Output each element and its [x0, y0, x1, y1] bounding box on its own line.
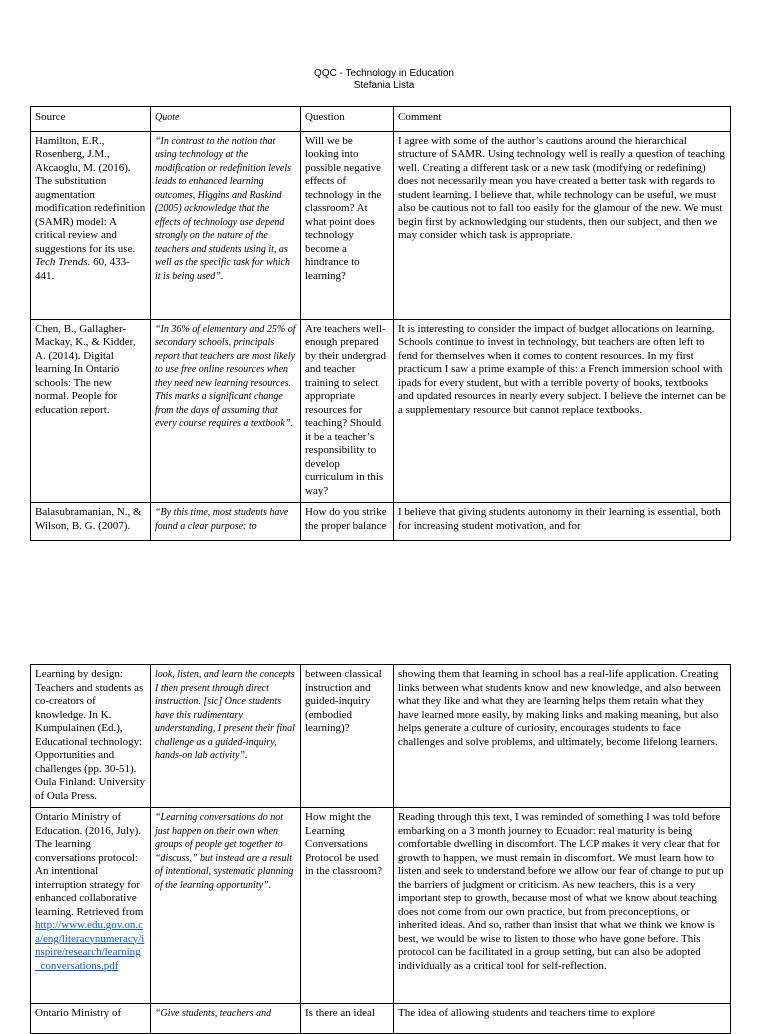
comment-cell: It is interesting to consider the impact of budget allocations on learning. Schools continue to invest in technology, but teachers are often left to fend for themselves when it comes to content resources. In my first practicum I saw a prime example of this: a French immersion school with ipads for every student, but with a terrible poverty of books, textbooks and updated resources in nearly every subject. I believe the internet can be a supplementary resource but cannot replace textbooks. — [394, 319, 731, 503]
quote-cell: “Give students, teachers and — [151, 1004, 301, 1034]
document-title: QQC - Technology in Education — [314, 68, 454, 79]
question-cell: Are teachers well-enough prepared by their undergrad and teacher training to select appropriate resources for teaching? Should it be a teacher’s responsibility to develop curriculum in this way? — [301, 319, 394, 503]
qqc-table-page-1 — [30, 106, 731, 541]
source-cell: Learning by design: Teachers and students as co-creators of knowledge. In K. Kumpulainen (Ed.), Educational technology: Opportunities and challenges (pp. 30-51). Oula Finland: University of Oula Press. — [31, 665, 151, 808]
document-header — [0, 68, 768, 92]
table-row — [31, 131, 731, 319]
quote-cell: “In 36% of elementary and 25% of secondary schools, principals report that teachers are most likely to use free online resources when they need new learning resources. This marks a significant change from the days of assuming that every course requires a textbook”. — [151, 319, 301, 503]
table-row — [31, 503, 731, 541]
quote-cell: look, listen, and learn the concepts I then present through direct instruction. [sic] Once students have this rudimentary understanding, I present their final challenge as a guided-inquiry, hands-on lab activity”. — [151, 665, 301, 808]
header-quote: Quote — [151, 107, 301, 132]
question-cell: between classical instruction and guided-inquiry (embodied learning)? — [301, 665, 394, 808]
comment-cell: The idea of allowing students and teachers time to explore — [394, 1004, 731, 1034]
qqc-table-page-2 — [30, 664, 731, 1034]
source-journal: Tech Trends. — [35, 256, 91, 268]
quote-cell: “By this time, most students have found a clear purpose: to — [151, 503, 301, 541]
question-cell: Is there an ideal — [301, 1004, 394, 1034]
quote-cell: “Learning conversations do not just happen on their own when groups of people get together to “discuss,” but instead are a result of intentional, systematic planning of the learning opportunity”. — [151, 808, 301, 1004]
source-cell — [31, 808, 151, 1004]
table-header-row — [31, 107, 731, 132]
comment-cell: I believe that giving students autonomy in their learning is essential, both for increasing student motivation, and for — [394, 503, 731, 541]
header-source: Source — [31, 107, 151, 132]
source-cell: Chen, B., Gallagher-Mackay, K., & Kidder, A. (2014). Digital learning In Ontario schools: The new normal. People for education report. — [31, 319, 151, 503]
source-cell: Balasubramanian, N., & Wilson, B. G. (2007). — [31, 503, 151, 541]
table-row — [31, 1004, 731, 1034]
source-cell: Ontario Ministry of — [31, 1004, 151, 1034]
comment-cell: Reading through this text, I was reminded of something I was told before embarking on a 3 month journey to Ecuador: real maturity is being comfortable dwelling in discomfort. The LCP makes it very clear that for growth to happen, we must remain in discomfort. We must learn how to listen and seek to understand before we allow our fear of change to put up the barriers of judgment or criticism. As new teachers, this is a very important step to growth, because most of what we know about teaching does not come from our own practice, but from preconceptions, or inherited ideas. And so, rather than insist that what we think we know is best, we would be wise to listen to those who have gone before. This protocol can be facilitated in a group setting, but can also be adopted individually as a critical tool for self-reflection. — [394, 808, 731, 1004]
source-link[interactable]: http://www.edu.gov.on.ca/eng/literacynumeracy/inspire/research/learning_conversations.pdf — [35, 919, 145, 972]
question-cell: Will we be looking into possible negative effects of technology in the classroom? At what point does technology become a hindrance to learning? — [301, 131, 394, 319]
question-cell: How might the Learning Conversations Protocol be used in the classroom? — [301, 808, 394, 1004]
question-cell: How do you strike the proper balance — [301, 503, 394, 541]
source-text-tail: 60, 433-441. — [35, 256, 130, 282]
source-text: Ontario Ministry of Education. (2016, July). The learning conversations protocol: An intentional interruption strategy for enhanced collaborative learning. Retrieved from — [35, 811, 144, 918]
source-cell — [31, 131, 151, 319]
header-question: Question — [301, 107, 394, 132]
document-author: Stefania Lista — [353, 80, 415, 91]
comment-cell: I agree with some of the author’s cautions around the hierarchical structure of SAMR. Using technology well is really a question of teaching well. Creating a different task or a new task (modifying or redefining) does not necessarily mean you have created a better task with regards to student learning. I believe that, while technology can be useful, we must also be cautious not to fall too easily for the glamour of the new. We must begin first by acknowledging our students, then our subject, and then we may consider which task is appropriate. — [394, 131, 731, 319]
comment-cell: showing them that learning in school has a real-life application. Creating links between what students know and new knowledge, and also between what they like and what they are learning helps them retain what they have learned more easily, by making links and making meaning, but also helps generate a culture of curiosity, encourages students to face challenges and solve problems, and ultimately, become lifelong learners. — [394, 665, 731, 808]
header-comment: Comment — [394, 107, 731, 132]
table-row — [31, 808, 731, 1004]
quote-cell: “In contrast to the notion that using technology at the modification or redefinition levels leads to enhanced learning outcomes, Higgins and Raskind (2005) acknowledge that the effects of technology use depend strongly on the nature of the teachers and students using it, as well as the specific task for which it is being used”. — [151, 131, 301, 319]
table-row — [31, 319, 731, 503]
table-row — [31, 665, 731, 808]
source-text: Hamilton, E.R., Rosenberg, J.M., Akcaoglu, M. (2016). The substitution augmentation modification redefinition (SAMR) model: A critical review and suggestions for its use. — [35, 134, 146, 255]
